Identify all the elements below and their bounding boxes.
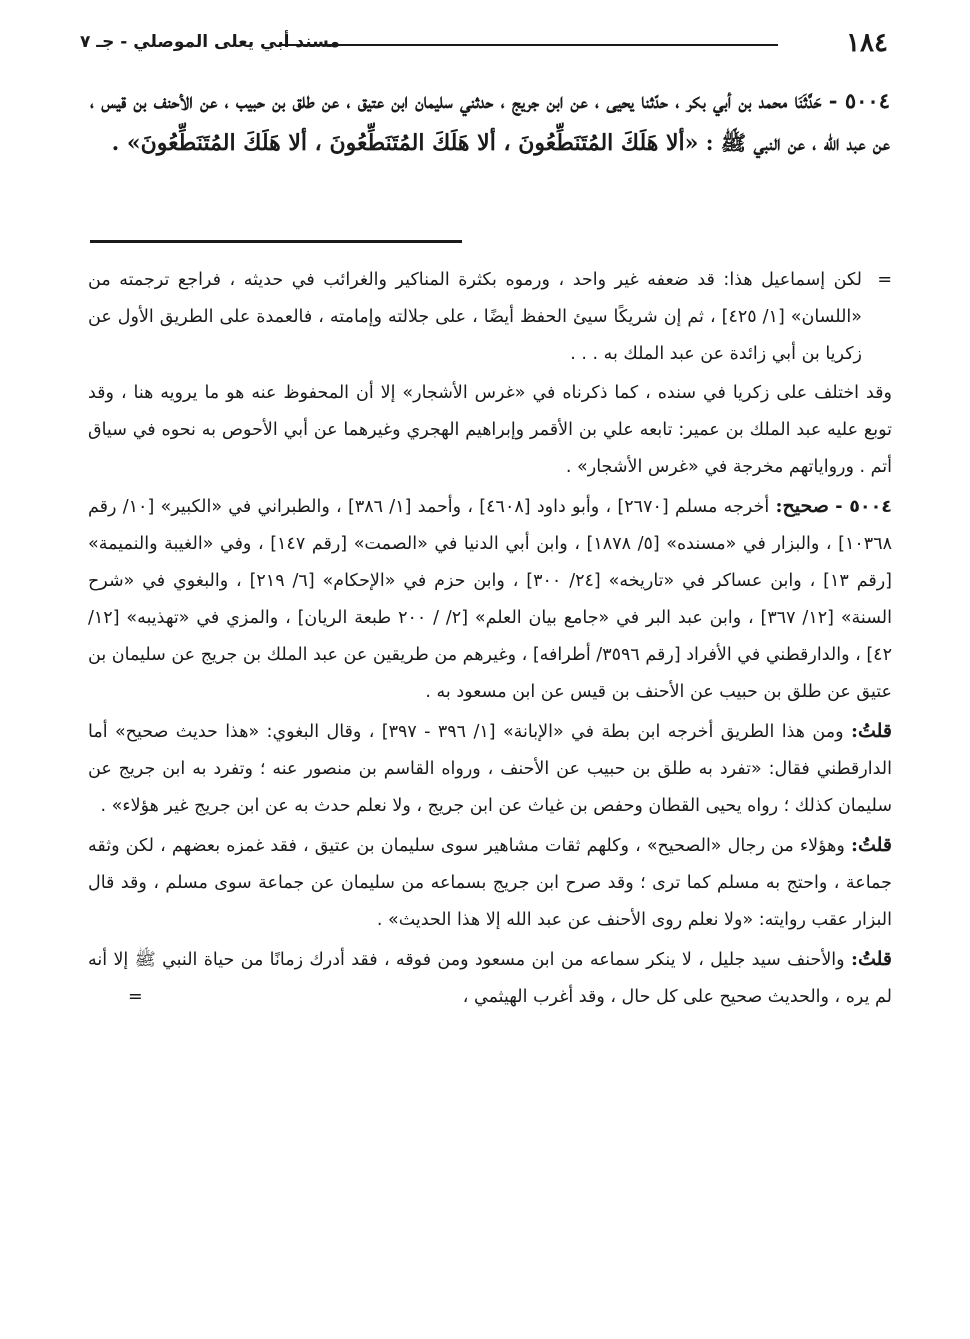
- continuation-marker: =: [877, 270, 892, 290]
- qultu-text-2: وهؤلاء من رجال «الصحيح» ، وكلهم ثقات مشاهير سوى سليمان بن عتيق ، فقد غمزه بعضهم ، لكن وثقه جماعة ، واحتج به مسلم كما ترى ؛ وقد صرح ابن جريج بسماعه من سليمان عن جماعة سوى مسلم ، وقد قال البزار عقب روايته: «ولا نعلم روى الأحنف عن عبد الله إلا هذا الحديث» .: [88, 836, 892, 930]
- takhrij-paragraph: [88, 488, 892, 711]
- trailing-continuation-marker: =: [128, 987, 143, 1007]
- qultu-text-1: ومن هذا الطريق أخرجه ابن بطة في «الإبانة» [١/ ٣٩٦ - ٣٩٧] ، وقال البغوي: «هذا حديث صحيح» أما الدارقطني فقال: «تفرد به طلق بن حبيب عن الأحنف ، ورواه القاسم بن منصور عنه ؛ وتفرد به ابن جريج عن سليمان كذلك ؛ رواه يحيى القطان وحفص بن غياث عن ابن جريج ، ولا نعلم حدث به عن ابن جريج غير هؤلاء» .: [88, 722, 892, 816]
- continued-footnote-text: لكن إسماعيل هذا: قد ضعفه غير واحد ، ورموه بكثرة المناكير والغرائب في حديثه ، فراجع ترجمته من «اللسان» [١/ ٤٢٥] ، ثم إن شريكًا سيئ الحفظ أيضًا ، على جلالته وإمامته ، فالعمدة على الطريق الأول عن زكريا بن أبي زائدة عن عبد الملك به . . .: [88, 270, 862, 364]
- qultu-text-3: والأحنف سيد جليل ، لا ينكر سماعه من ابن مسعود ومن فوقه ، فقد أدرك زمانًا من حياة النبي ﷺ إلا أنه لم يره ، والحديث صحيح على كل حال ، وقد أغرب الهيثمي ،: [88, 950, 892, 1007]
- header-rule: [280, 44, 778, 46]
- footnote-paragraph: [88, 375, 892, 486]
- takhrij-grade: صحيح:: [775, 495, 829, 517]
- hadith-text: حَدَّثَنَا محمد بن أبي بكر ، حدّثنا يحيى ، عن ابن جريج ، حدثني سليمان ابن عتيق ، عن طلق بن حبيب ، عن الأحنف بن قيس ، عن عبد الله ، عن النبي ﷺ :: [90, 88, 890, 155]
- hadith-number: ٥٠٠٤ -: [828, 88, 890, 113]
- qultu-paragraph-3: [88, 941, 892, 1016]
- qultu-label-3: قلتُ:: [850, 948, 892, 970]
- qultu-paragraph-2: [88, 827, 892, 939]
- hadith-block: [90, 80, 890, 164]
- page-header: [80, 28, 888, 62]
- takhrij-number: ٥٠٠٤ -: [835, 497, 892, 517]
- hadith-matn: «ألا هَلَكَ المُتَنَطِّعُونَ ، ألا هَلَكَ المُتَنَطِّعُونَ ، ألا هَلَكَ المُتَنَطِّعُونَ» .: [111, 130, 699, 156]
- footnote-paragraph-text: وقد اختلف على زكريا في سنده ، كما ذكرناه في «غرس الأشجار» إلا أن المحفوظ عنه هو ما يرويه هنا ، وقد توبع عليه عبد الملك بن عمير: تابعه علي بن الأقمر وإبراهيم الهجري وغيرهما عن أبي الأحوص به نحوه في سياق أتم . ورواياتهم مخرجة في «غرس الأشجار» .: [88, 383, 892, 477]
- qultu-label-2: قلتُ:: [850, 834, 892, 856]
- qultu-paragraph-1: [88, 713, 892, 825]
- footnote-separator: [90, 240, 462, 243]
- continued-footnote: [88, 262, 892, 373]
- takhrij-text: أخرجه مسلم [٢٦٧٠] ، وأبو داود [٤٦٠٨] ، وأحمد [١/ ٣٨٦] ، والطبراني في «الكبير» [١٠/ رقم ١٠٣٦٨] ، والبزار في «مسنده» [٥/ ١٨٧٨] ، وابن أبي الدنيا في «الصمت» [رقم ١٤٧] ، وفي «الغيبة والنميمة» [رقم ١٣] ، وابن عساكر في «تاريخه» [٢٤/ ٣٠٠] ، وابن حزم في «الإحكام» [٦/ ٢١٩] ، والبغوي في «شرح السنة» [١٢/ ٣٦٧] ، وابن عبد البر في «جامع بيان العلم» [٢/ / ٢٠٠ طبعة الريان] ، والمزي في «تهذيبه» [١٢/ ٤٢] ، والدارقطني في الأفراد [رقم ٣٥٩٦/ أطرافه] ، وغيرهم من طريقين عن عبد الملك بن جريج عن سليمان بن عتيق عن طلق بن حبيب عن الأحنف بن قيس عن ابن مسعود به .: [88, 497, 892, 702]
- running-title: مسند أبي يعلى الموصلي - جـ ٧: [80, 32, 340, 52]
- footnotes: [88, 262, 892, 1018]
- qultu-label-1: قلتُ:: [850, 720, 892, 742]
- page-number: ١٨٤: [846, 28, 888, 58]
